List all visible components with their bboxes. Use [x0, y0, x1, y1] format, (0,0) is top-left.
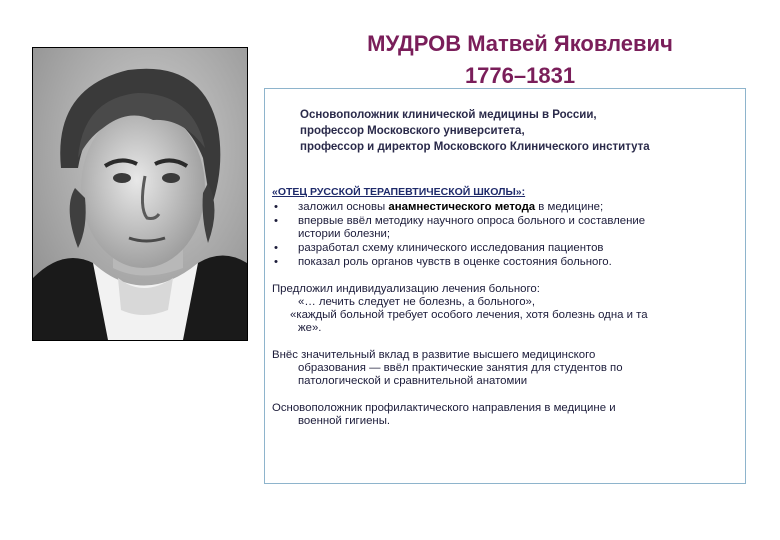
list-item: [272, 242, 740, 255]
portrait-image: [32, 47, 248, 341]
paragraph-line: образования — ввёл практические занятия для студентов по: [298, 362, 623, 374]
quote-line: «каждый больной требует особого лечения, хотя болезнь одна и та: [290, 309, 648, 321]
subtitle-line: Основоположник клинической медицины в России,: [300, 109, 597, 121]
item-text: показал роль органов чувств в оценке состояния больного.: [298, 256, 612, 268]
quote: [272, 309, 740, 335]
item-text: истории болезни;: [298, 228, 391, 240]
bullet-icon: •: [274, 215, 278, 227]
list-item: [272, 215, 740, 241]
prophylaxis-paragraph: [272, 402, 740, 428]
paragraph-line: военной гигиены.: [298, 415, 391, 427]
subtitle-line: профессор и директор Московского Клинического института: [300, 141, 650, 153]
subtitle-block: [300, 107, 740, 155]
life-years: 1776–1831: [464, 63, 576, 88]
person-name: МУДРОВ Матвей Яковлевич: [367, 31, 673, 56]
list-item: [272, 201, 740, 214]
bullet-icon: •: [274, 201, 278, 213]
paragraph-intro: Предложил индивидуализацию лечения больного:: [272, 283, 540, 295]
subtitle-line: профессор Московского университета,: [300, 125, 525, 137]
paragraph-line: Внёс значительный вклад в развитие высшего медицинского: [272, 349, 596, 361]
quote-line: же».: [298, 322, 322, 334]
item-text: разработал схему клинического исследования пациентов: [298, 242, 604, 254]
list-item: [272, 256, 740, 269]
biography-body: [272, 186, 740, 442]
achievements-list: [272, 201, 740, 269]
individual-treatment-paragraph: [272, 283, 740, 335]
portrait-illustration: [33, 48, 247, 340]
item-text: заложил основы: [298, 201, 389, 213]
bullet-icon: •: [274, 256, 278, 268]
paragraph-line: Основоположник профилактического направления в медицине и: [272, 402, 616, 414]
item-emphasis: анамнестического метода: [388, 201, 536, 213]
item-text: впервые ввёл методику научного опроса больного и составление: [298, 215, 646, 227]
item-text: в медицине;: [535, 201, 604, 213]
bullet-icon: •: [274, 242, 278, 254]
education-paragraph: [272, 349, 740, 388]
quote: «… лечить следует не болезнь, а больного»,: [298, 296, 536, 308]
paragraph-line: патологической и сравнительной анатомии: [298, 375, 528, 387]
school-heading: «ОТЕЦ РУССКОЙ ТЕРАПЕВТИЧЕСКОЙ ШКОЛЫ»:: [272, 186, 526, 198]
page-title: [300, 28, 740, 92]
